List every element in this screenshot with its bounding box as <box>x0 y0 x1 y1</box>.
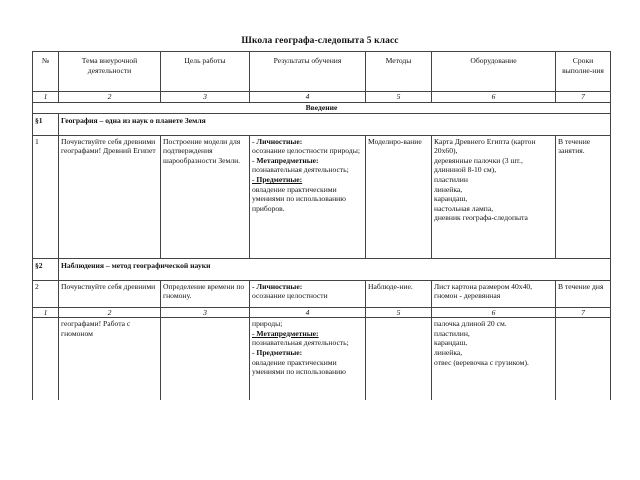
column-number: 2 <box>59 92 161 103</box>
results-meta-label: - Метапредметные: <box>252 328 319 338</box>
results-personal-text: природы; <box>252 319 283 329</box>
column-number: 6 <box>432 92 556 103</box>
column-number: 4 <box>250 307 366 318</box>
equipment-item: Лист картона размером 40х40, <box>434 281 533 291</box>
column-number: 5 <box>366 307 432 318</box>
column-number: 3 <box>161 92 250 103</box>
equipment-item: гномон - деревянная <box>434 291 501 301</box>
row-methods <box>366 318 432 401</box>
row-results <box>250 280 366 307</box>
row-topic: Почувствуйте себя древними <box>59 280 161 307</box>
results-subject-label: - Предметные: <box>252 174 303 184</box>
row-terms: В течение дня <box>556 280 611 307</box>
results-meta-label: - Метапредметные: <box>252 155 319 165</box>
section-number: §1 <box>33 113 59 135</box>
header-goal: Цель работы <box>161 52 250 92</box>
table-row <box>33 135 611 258</box>
equipment-item: карандаш, <box>434 194 468 204</box>
column-number-row <box>33 307 611 318</box>
row-number: 2 <box>33 280 59 307</box>
intro-row <box>33 102 611 113</box>
lesson-plan-table <box>32 51 611 400</box>
equipment-item: настольная лампа, <box>434 203 494 213</box>
results-subject-text: овладение практическими умениями по использованию <box>252 357 346 377</box>
results-subject-text: овладение практическими умениями по использованию приборов. <box>252 184 346 213</box>
results-personal-text: осознание целостности природы; <box>252 146 360 156</box>
row-goal: Построение модели для подтверждения шарообразности Земли. <box>161 135 250 258</box>
intro-label: Введение <box>33 102 611 113</box>
results-subject-label: - Предметные: <box>252 347 303 357</box>
row-terms: В течение занятия. <box>556 135 611 258</box>
row-topic: географами! Работа с гномоном <box>59 318 161 401</box>
header-results: Результаты обучения <box>250 52 366 92</box>
row-terms <box>556 318 611 401</box>
equipment-item: линейка, <box>434 184 463 194</box>
results-personal-label: - Личностные: <box>252 281 303 291</box>
row-number <box>33 318 59 401</box>
equipment-item: Карта Древнего Египта (картон 20х60), <box>434 136 536 156</box>
results-meta-text: познавательная деятельность; <box>252 165 349 175</box>
header-terms: Сроки выполне-ния <box>556 52 611 92</box>
row-topic: Почувствуйте себя древними географами! Древний Египет <box>59 135 161 258</box>
table-row <box>33 280 611 307</box>
column-number: 1 <box>33 307 59 318</box>
column-number: 4 <box>250 92 366 103</box>
section-row <box>33 113 611 135</box>
equipment-item: пластилин <box>434 174 468 184</box>
row-goal <box>161 318 250 401</box>
header-methods: Методы <box>366 52 432 92</box>
table-row <box>33 318 611 401</box>
results-personal-label: - Личностные: <box>252 136 303 146</box>
column-number: 3 <box>161 307 250 318</box>
equipment-item: линейка, <box>434 347 463 357</box>
column-number: 6 <box>432 307 556 318</box>
column-number: 7 <box>556 307 611 318</box>
section-number: §2 <box>33 258 59 280</box>
equipment-item: деревянные палочки (3 шт., длиннной 8-10 см), <box>434 155 523 175</box>
equipment-item: дневник географа-следопыта <box>434 213 528 223</box>
row-number: 1 <box>33 135 59 258</box>
header-num: № <box>33 52 59 92</box>
row-equipment <box>432 135 556 258</box>
section-title: География – одна из наук о планете Земля <box>59 113 611 135</box>
header-topic: Тема внеурочной деятельности <box>59 52 161 92</box>
row-equipment <box>432 280 556 307</box>
section-row <box>33 258 611 280</box>
header-row <box>33 52 611 92</box>
column-number: 1 <box>33 92 59 103</box>
row-methods: Моделиро-вание <box>366 135 432 258</box>
results-meta-text: познавательная деятельность; <box>252 338 349 348</box>
row-goal: Определение времени по гномону. <box>161 280 250 307</box>
document-title: Школа географа-следопыта 5 класс <box>241 36 399 46</box>
row-equipment <box>432 318 556 401</box>
equipment-item: пластилин, <box>434 328 470 338</box>
column-number: 7 <box>556 92 611 103</box>
row-results <box>250 318 366 401</box>
section-title: Наблюдения – метод географической науки <box>59 258 611 280</box>
row-methods: Наблюде-ние. <box>366 280 432 307</box>
equipment-item: палочка длиной 20 см. <box>434 319 507 329</box>
equipment-item: карандаш, <box>434 338 468 348</box>
row-results <box>250 135 366 258</box>
results-personal-text: осознание целостности <box>252 291 328 301</box>
equipment-item: отвес (веревочка с грузиком). <box>434 357 529 367</box>
column-number: 2 <box>59 307 161 318</box>
column-number: 5 <box>366 92 432 103</box>
header-equipment: Оборудование <box>432 52 556 92</box>
column-number-row <box>33 92 611 103</box>
